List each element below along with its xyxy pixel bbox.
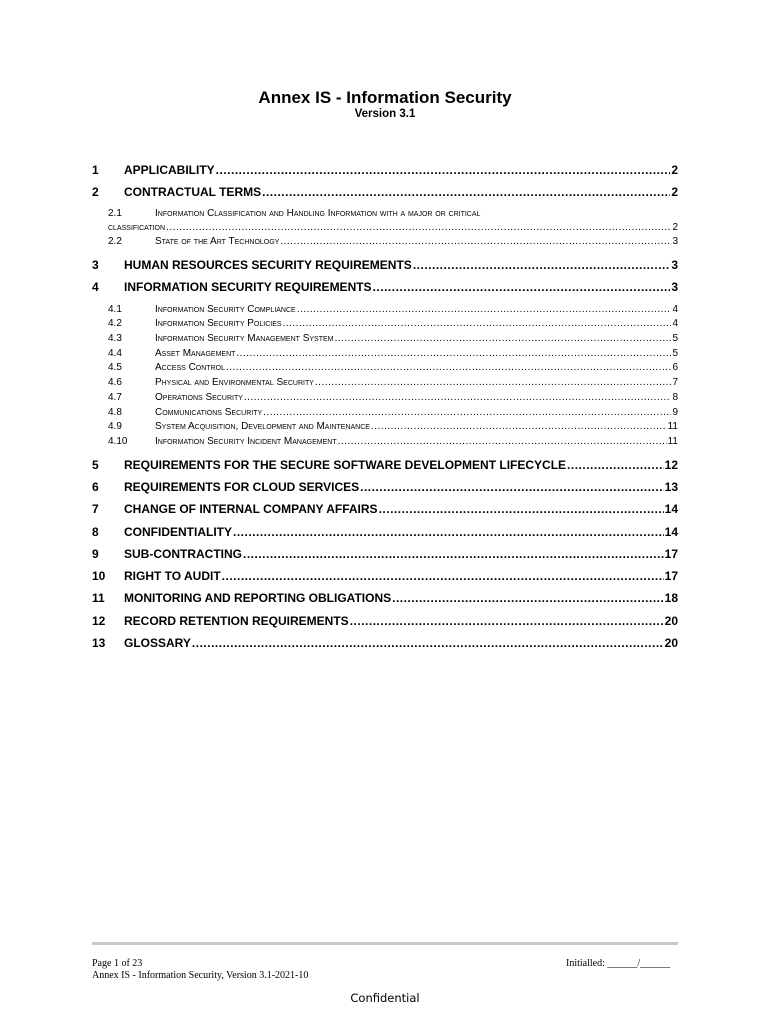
toc-number: 7 [92,502,99,516]
toc-label: SUB-CONTRACTING [124,547,242,561]
toc-number: 4.9 [108,421,122,432]
toc-entry-5[interactable] [92,458,678,472]
toc-leader [226,362,671,373]
toc-entry-8[interactable] [92,525,678,539]
toc-leader [166,222,671,233]
toc-leader [567,458,664,471]
toc-leader [335,333,672,344]
toc-page: 2 [671,163,678,177]
toc-leader [315,377,672,388]
toc-label: Information Classification and Handling Information with a major or critical [155,208,481,219]
toc-leader [379,502,664,515]
toc-leader [244,392,672,403]
toc-number: 11 [92,591,105,605]
toc-page: 13 [664,480,678,494]
toc-number: 4 [92,280,99,294]
toc-label: System Acquisition, Development and Maintenance [155,421,370,432]
toc-label: MONITORING AND REPORTING OBLIGATIONS [124,591,392,605]
toc-leader [371,421,667,432]
toc-number: 4.6 [108,377,122,388]
toc-entry-12[interactable] [92,614,678,628]
toc-leader [373,280,671,293]
toc-number: 3 [92,258,99,272]
toc-number: 2.2 [108,236,122,247]
toc-label: Information Security Management System [155,333,334,344]
toc-page: 5 [672,333,678,344]
toc-label: Information Security Compliance [155,304,296,315]
toc-entry-4-9[interactable] [108,421,678,432]
toc-leader [413,258,671,271]
toc-entry-9[interactable] [92,547,678,561]
toc-page: 20 [664,636,678,650]
toc-label: APPLICABILITY [124,163,215,177]
toc-page: 14 [664,525,678,539]
toc-number: 4.4 [108,348,122,359]
toc-label: Access Control [155,362,225,373]
toc-label: CHANGE OF INTERNAL COMPANY AFFAIRS [124,502,378,516]
toc-page: 11 [667,421,678,432]
toc-page: 3 [671,280,678,294]
toc-page: 18 [664,591,678,605]
toc-entry-4-6[interactable] [108,377,678,388]
toc-number: 4.7 [108,392,122,403]
toc-page: 9 [672,407,678,418]
toc-entry-4-7[interactable] [108,392,678,403]
toc-number: 1 [92,163,99,177]
toc-label: Physical and Environmental Security [155,377,314,388]
toc-entry-11[interactable] [92,591,678,605]
toc-page: 2 [672,222,678,233]
toc-entry-10[interactable] [92,569,678,583]
toc-page: 2 [671,185,678,199]
document-version: Version 3.1 [354,108,416,120]
toc-entry-6[interactable] [92,480,678,494]
toc-number: 4.8 [108,407,122,418]
toc-entry-2-1[interactable] [108,208,480,219]
toc-number: 6 [92,480,99,494]
toc-entry-2-1-continued[interactable] [108,222,678,233]
toc-label: REQUIREMENTS FOR THE SECURE SOFTWARE DEVELOPMENT LIFECYCLE [124,458,567,472]
toc-entry-13[interactable] [92,636,678,650]
toc-number: 4.1 [108,304,122,315]
toc-entry-7[interactable] [92,502,678,516]
toc-page: 4 [672,304,678,315]
toc-number: 10 [92,569,106,583]
toc-entry-4[interactable] [92,280,678,294]
toc-number: 5 [92,458,99,472]
toc-leader [233,525,664,538]
toc-number: 4.2 [108,318,122,329]
toc-page: 3 [671,258,678,272]
toc-number: 4.10 [108,436,128,447]
toc-page: 11 [667,436,678,447]
toc-entry-4-10[interactable] [108,436,678,447]
toc-label: HUMAN RESOURCES SECURITY REQUIREMENTS [124,258,412,272]
footer-left [92,958,308,982]
toc-number: 4.5 [108,362,122,373]
toc-label: Operations Security [155,392,243,403]
toc-page: 4 [672,318,678,329]
toc-entry-2[interactable] [92,185,678,199]
toc-page: 8 [672,392,678,403]
toc-entry-4-4[interactable] [108,348,678,359]
toc-label: REQUIREMENTS FOR CLOUD SERVICES [124,480,360,494]
page-number: Page 1 of 23 [92,958,143,969]
toc-number: 8 [92,525,99,539]
confidential-label: Confidential [350,991,420,1005]
toc-leader [243,547,664,560]
toc-entry-4-3[interactable] [108,333,678,344]
toc-number: 13 [92,636,106,650]
toc-label: Information Security Policies [155,318,282,329]
toc-leader [216,163,671,176]
toc-label: Asset Management [155,348,236,359]
toc-page: 17 [664,569,678,583]
toc-leader [360,480,664,493]
toc-leader [283,318,672,329]
toc-label: RECORD RETENTION REQUIREMENTS [124,614,349,628]
toc-number: 4.3 [108,333,122,344]
toc-entry-4-2[interactable] [108,318,678,329]
toc-leader [297,304,672,315]
toc-page: 12 [664,458,678,472]
toc-entry-3[interactable] [92,258,678,272]
toc-number: 2.1 [108,208,122,219]
toc-leader [280,236,671,247]
toc-label: State of the Art Technology [155,236,280,247]
toc-page: 5 [672,348,678,359]
toc-label: CONFIDENTIALITY [124,525,232,539]
toc-leader [263,407,671,418]
toc-entry-4-5[interactable] [108,362,678,373]
toc-entry-1[interactable] [92,163,678,177]
toc-page: 6 [672,362,678,373]
toc-leader [338,436,667,447]
toc-page: 17 [664,547,678,561]
toc-label: RIGHT TO AUDIT [124,569,221,583]
toc-label: Information Security Incident Management [155,436,337,447]
toc-label: CONTRACTUAL TERMS [124,185,262,199]
toc-label: classification [108,222,166,233]
initialled-field: Initialled: ______/______ [566,958,671,969]
toc-entry-2-2[interactable] [108,236,678,247]
toc-number: 2 [92,185,99,199]
toc-page: 3 [672,236,678,247]
toc-page: 14 [664,502,678,516]
toc-page: 20 [664,614,678,628]
toc-entry-4-8[interactable] [108,407,678,418]
toc-label: Communications Security [155,407,263,418]
toc-label: INFORMATION SECURITY REQUIREMENTS [124,280,372,294]
toc-number: 9 [92,547,99,561]
toc-leader [222,569,664,582]
document-title: Annex IS - Information Security [258,88,512,107]
toc-number: 12 [92,614,106,628]
toc-leader [236,348,671,359]
toc-leader [392,591,664,604]
footer-document-info: Annex IS - Information Security, Version 3.1-2021-10 [92,970,309,981]
toc-label: GLOSSARY [124,636,191,650]
toc-leader [262,185,670,198]
toc-leader [350,614,664,627]
toc-entry-4-1[interactable] [108,304,678,315]
footer-divider [92,942,678,945]
toc-leader [192,636,664,649]
toc-page: 7 [672,377,678,388]
